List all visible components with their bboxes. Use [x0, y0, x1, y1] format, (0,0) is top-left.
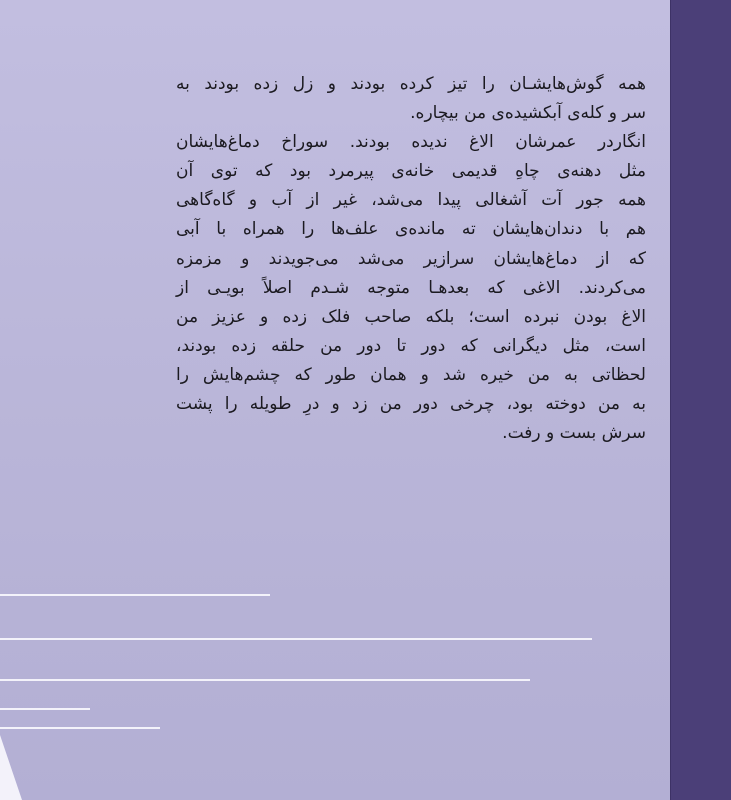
text-line-8: می‌کردند. الاغی که بعدهـا متوجه شـدم اصلاً بویـی از [176, 277, 646, 298]
text-line-5: همه جور آت آشغالی پیدا می‌شد، غیر از آب و گاه‌گاهی [176, 190, 646, 211]
book-spine [670, 0, 731, 800]
text-line-13: سرش بست و رفت. [502, 423, 646, 444]
text-line-6: هم با دندان‌هایشان ته مانده‌ی علف‌ها را همراه با آبی [176, 219, 646, 240]
excerpt-paragraph [176, 70, 646, 448]
text-line-3: انگاردر عمرشان الاغ ندیده بودند. سوراخ دماغ‌هایشان [176, 132, 646, 153]
decorative-line [0, 727, 160, 729]
decorative-line [0, 638, 592, 640]
text-line-7: که از دماغ‌هایشان سرازیر می‌شد می‌جویدند و مزمزه [176, 248, 646, 269]
text-line-2: سر و کله‌ی آبکشیده‌ی من بیچاره. [410, 103, 646, 124]
text-line-12: به من دوخته بود، چرخی دور من زد و درِ طویله را پشت [176, 394, 646, 415]
text-line-10: است، مثل دیگرانی که دور تا دور من حلقه زده بودند، [176, 335, 646, 356]
text-line-4: مثل دهنه‌ی چاهِ قدیمی خانه‌ی پیرمرد بود که توی آن [176, 161, 646, 182]
text-line-11: لحظاتی به من خیره شد و همان طور که چشم‌هایش را [176, 364, 646, 385]
text-line-9: الاغ بودن نبرده است؛ بلکه صاحب فلک زده و عزیز من [176, 306, 646, 327]
decorative-line [0, 594, 270, 596]
text-line-1: همه گوش‌هایشـان را تیز کرده بودند و زل زده بودند به [176, 74, 646, 94]
decorative-line [0, 679, 530, 681]
decorative-corner-shape [0, 735, 22, 800]
decorative-line [0, 708, 90, 710]
